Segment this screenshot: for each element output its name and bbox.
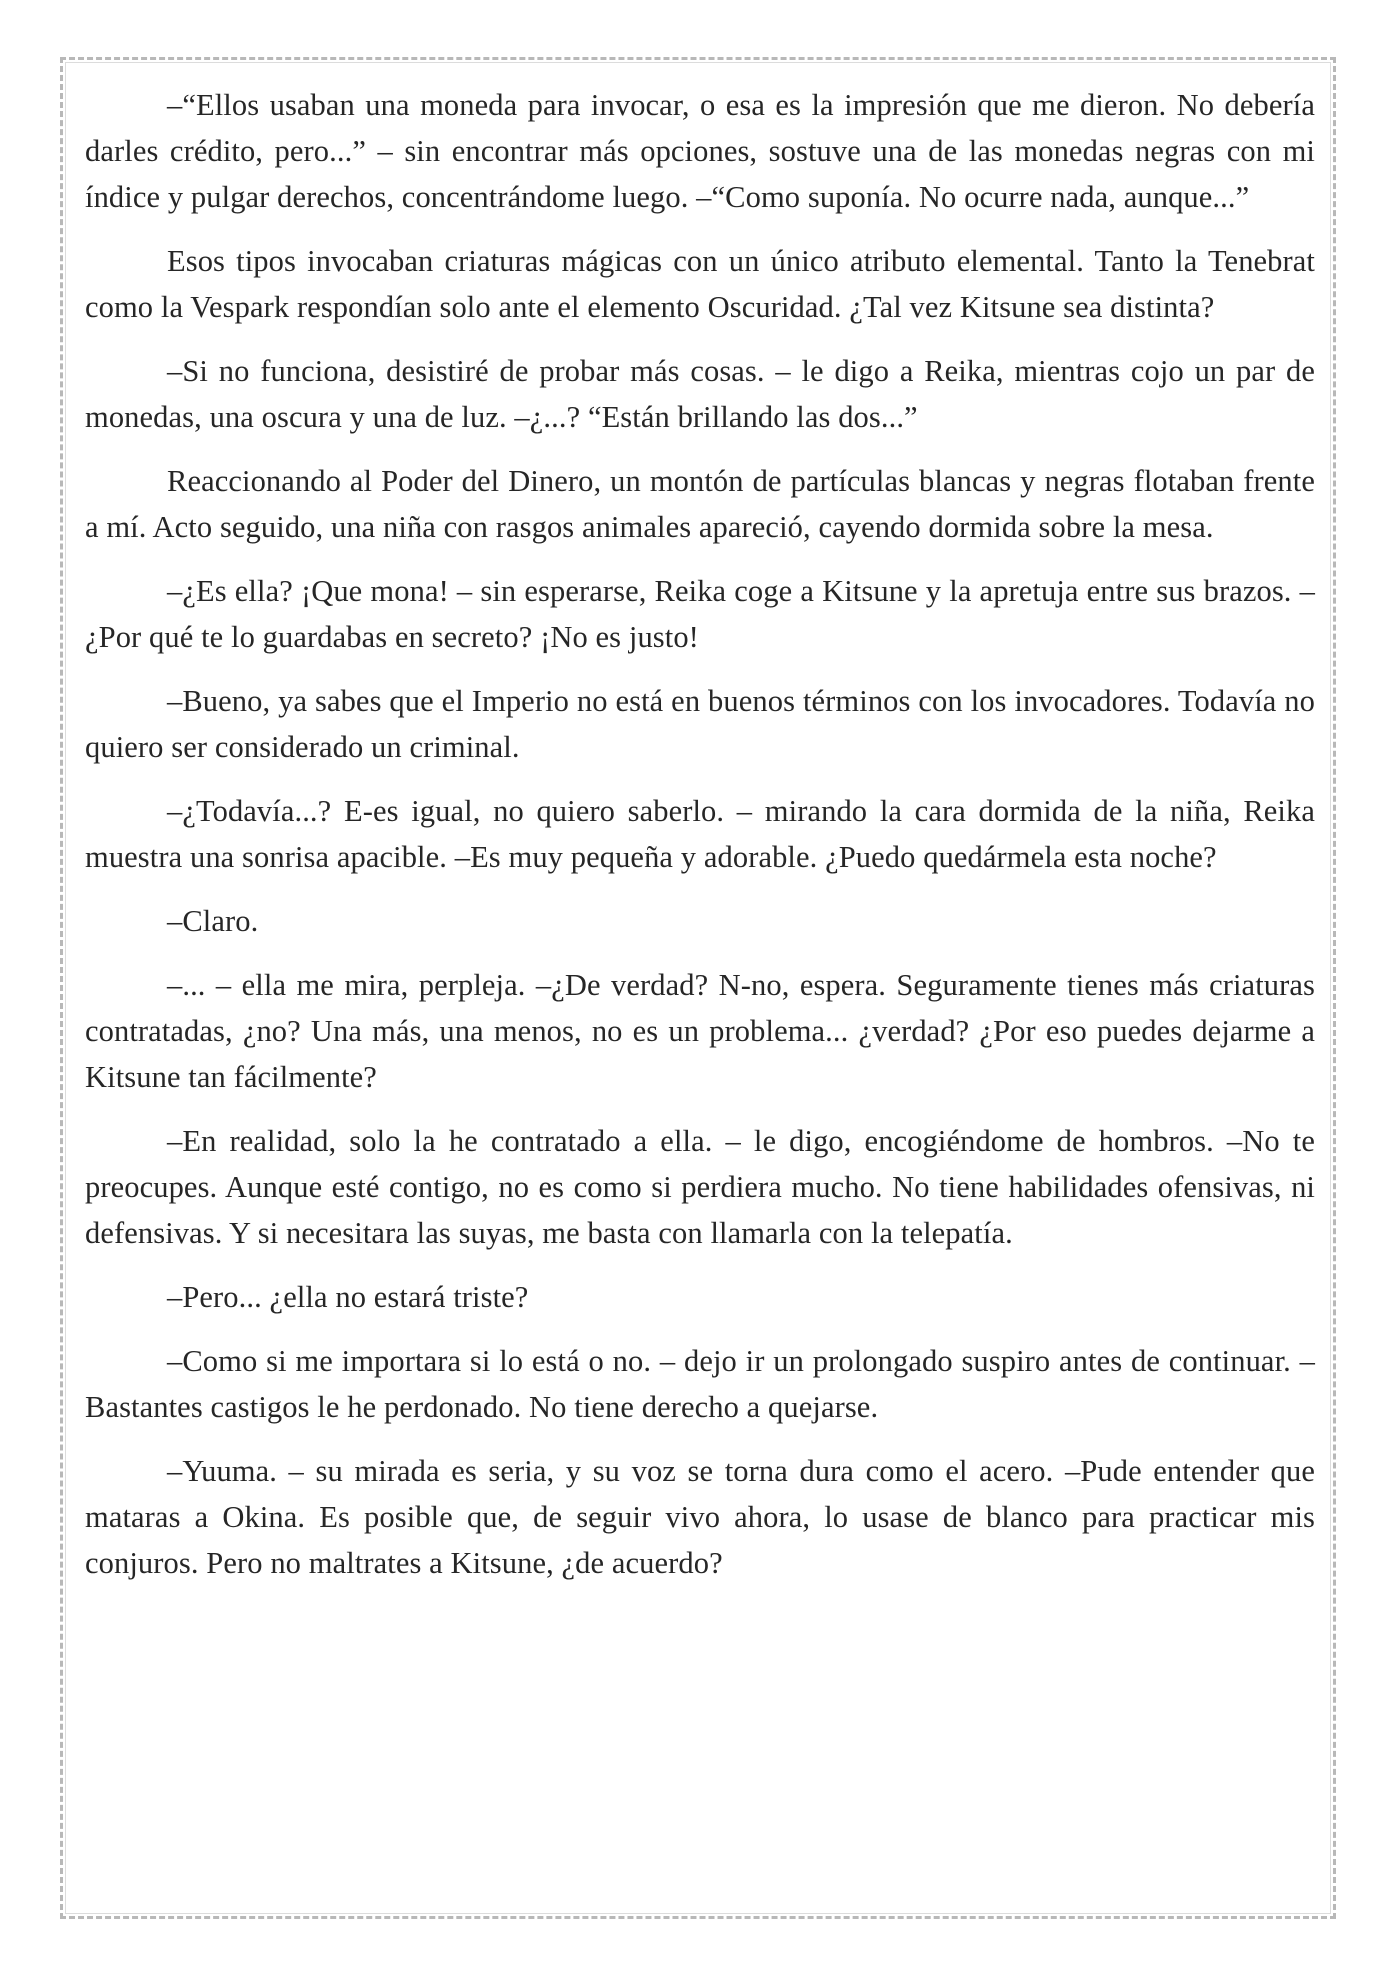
paragraph-13: –Yuuma. – su mirada es seria, y su voz se torna dura como el acero. –Pude entender que mataras a Okina. Es posible que, de seguir vivo ahora, lo usase de blanco para practicar mis conjuros. Pero no maltrates a Kitsune, ¿de acuerdo? xyxy=(85,1454,1315,1580)
paragraph-6: –Bueno, ya sabes que el Imperio no está en buenos términos con los invocadores. Todavía no quiero ser considerado un criminal. xyxy=(85,684,1315,764)
paragraph-1: –“Ellos usaban una moneda para invocar, o esa es la impresión que me dieron. No debería darles crédito, pero...” – sin encontrar más opciones, sostuve una de las monedas negras con mi índice y pulgar derechos, concentrándome luego. –“Como suponía. No ocurre nada, aunque...” xyxy=(85,88,1315,214)
document-body xyxy=(85,82,1315,1604)
paragraph-10: –En realidad, solo la he contratado a ella. – le digo, encogiéndome de hombros. –No te preocupes. Aunque esté contigo, no es como si perdiera mucho. No tiene habilidades ofensivas, ni defensivas. Y si necesitara las suyas, me basta con llamarla con la telepatía. xyxy=(85,1124,1315,1250)
paragraph-9: –... – ella me mira, perpleja. –¿De verdad? N-no, espera. Seguramente tienes más criaturas contratadas, ¿no? Una más, una menos, no es un problema... ¿verdad? ¿Por eso puedes dejarme a Kitsune tan fácilmente? xyxy=(85,968,1315,1094)
paragraph-5: –¿Es ella? ¡Que mona! – sin esperarse, Reika coge a Kitsune y la apretuja entre sus brazos. –¿Por qué te lo guardabas en secreto? ¡No es justo! xyxy=(85,574,1315,654)
paragraph-7: –¿Todavía...? E-es igual, no quiero saberlo. – mirando la cara dormida de la niña, Reika muestra una sonrisa apacible. –Es muy pequeña y adorable. ¿Puedo quedármela esta noche? xyxy=(85,794,1315,874)
paragraph-3: –Si no funciona, desistiré de probar más cosas. – le digo a Reika, mientras cojo un par de monedas, una oscura y una de luz. –¿...? “Están brillando las dos...” xyxy=(85,354,1315,434)
paragraph-2: Esos tipos invocaban criaturas mágicas con un único atributo elemental. Tanto la Tenebrat como la Vespark respondían solo ante el elemento Oscuridad. ¿Tal vez Kitsune sea distinta? xyxy=(85,244,1315,324)
paragraph-4: Reaccionando al Poder del Dinero, un montón de partículas blancas y negras flotaban frente a mí. Acto seguido, una niña con rasgos animales apareció, cayendo dormida sobre la mesa. xyxy=(85,464,1315,544)
paragraph-8: –Claro. xyxy=(167,904,259,938)
paragraph-11: –Pero... ¿ella no estará triste? xyxy=(167,1280,529,1314)
paragraph-12: –Como si me importara si lo está o no. – dejo ir un prolongado suspiro antes de continuar. –Bastantes castigos le he perdonado. No tiene derecho a quejarse. xyxy=(85,1344,1315,1424)
